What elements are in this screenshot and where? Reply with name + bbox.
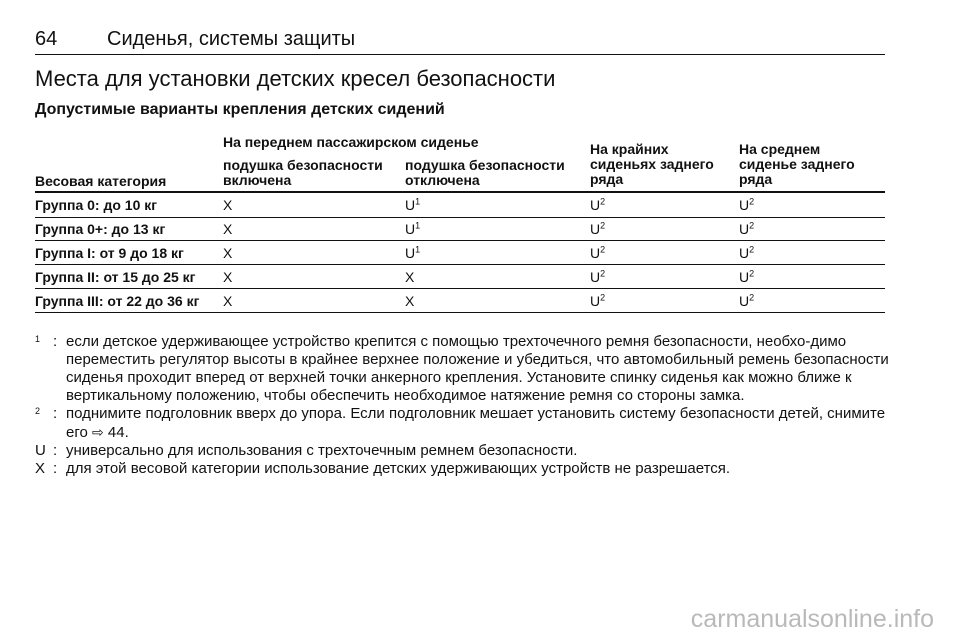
watermark: carmanualsonline.info — [690, 605, 934, 633]
row-divider — [35, 217, 885, 218]
section-title: Места для установки детских кресел безопасности — [35, 66, 556, 91]
footnotes — [35, 333, 890, 478]
rear-center-header: На среднем сиденье заднего ряда — [739, 141, 855, 187]
page-header — [35, 28, 885, 55]
front-seat-group-header: На переднем пассажирском сиденье — [223, 134, 479, 150]
page-number: 64 — [35, 28, 58, 50]
header-title: Сиденья, системы защиты — [107, 28, 356, 50]
row-divider — [35, 240, 885, 241]
table-header-divider — [35, 191, 885, 193]
row-divider — [35, 264, 885, 265]
airbag-on-header: подушка безопасности включена — [223, 157, 383, 188]
row-divider — [35, 288, 885, 289]
arrow-right-outline-icon: ⇨ — [92, 424, 104, 440]
footnote-u: U : универсально для использования с трехточечным ремнем безопасности. — [35, 442, 578, 459]
footnote-1: 1 : если детское удерживающее устройство крепится с помощью трехточечного ремня безопасности, необхо-димо переместить регулятор высоты в крайнее верхнее положение и убедиться, что автомобильный ремень безопасности сиденья проходит вперед от верхней точки анкерного крепления. Установите спинку сиденья как можно ближе к вертикальному положению, чтобы обеспечить необходимое натяжение ремня со стороны замка. — [35, 333, 889, 404]
row-divider — [35, 312, 885, 313]
rear-outer-header: На крайних сиденьях заднего ряда — [590, 141, 714, 187]
page-reference-link[interactable]: 44. — [107, 424, 129, 441]
footnote-x: X : для этой весовой категории использование детских удерживающих устройств не разрешается. — [35, 460, 731, 477]
subsection-title: Допустимые варианты крепления детских сидений — [35, 101, 445, 118]
footnote-2: 2 : поднимите подголовник вверх до упора. Если подголовник мешает установить систему безопасности детей, снимите его ⇨ 44. — [35, 405, 886, 441]
airbag-off-header: подушка безопасности отключена — [405, 157, 565, 188]
weight-category-header: Весовая категория — [35, 173, 167, 189]
